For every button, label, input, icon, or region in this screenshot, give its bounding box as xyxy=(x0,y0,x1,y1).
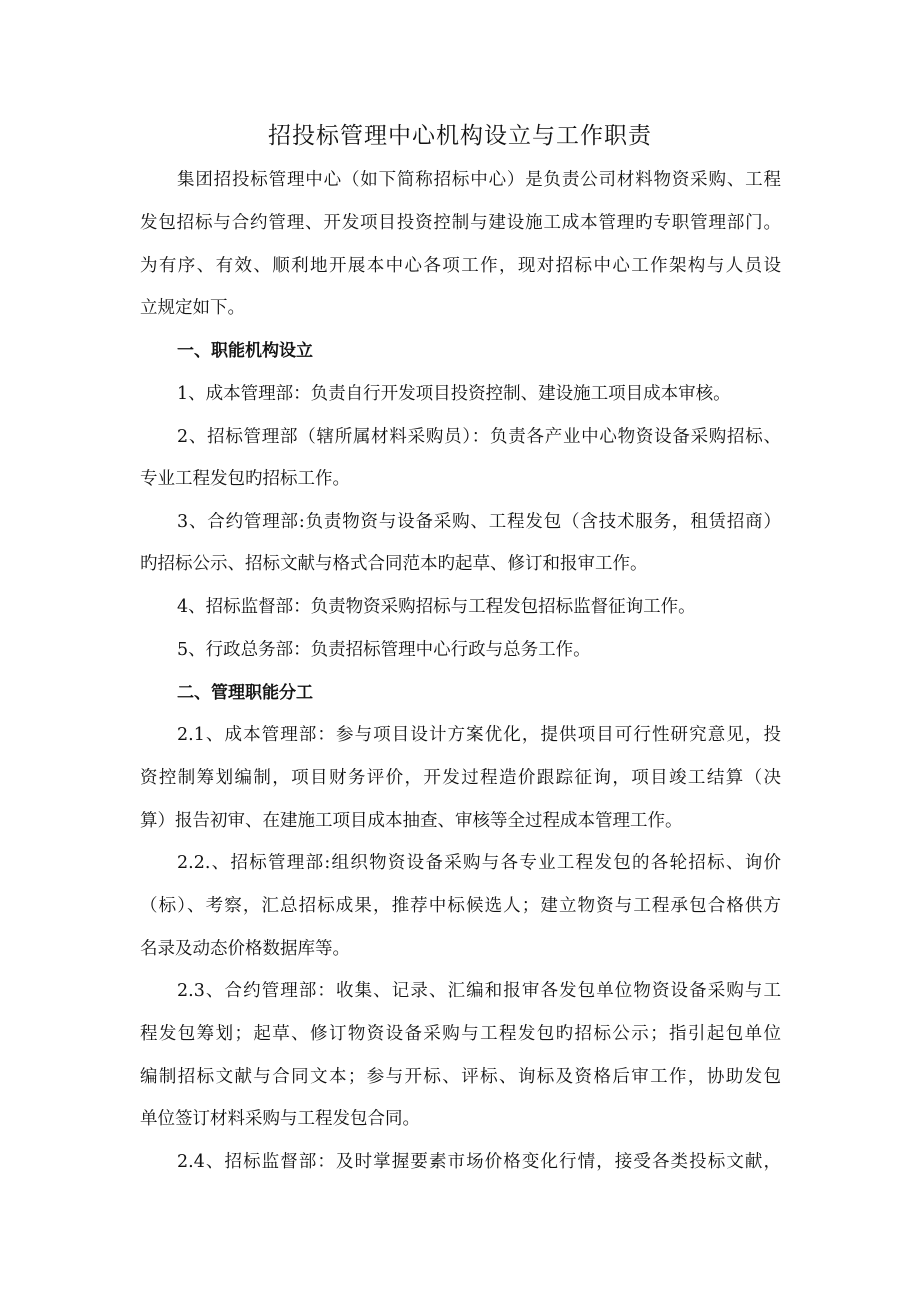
section-heading: 一、职能机构设立 xyxy=(177,341,313,361)
list-item-continuation: 单位签订材料采购与工程发包合同。 xyxy=(140,1109,420,1129)
page-title: 招投标管理中心机构设立与工作职责 xyxy=(268,123,652,149)
list-item: 2.1、成本管理部：参与项目设计方案优化，提供项目可行性研究意见，投 xyxy=(177,725,781,745)
section-heading: 二、管理职能分工 xyxy=(177,683,313,703)
intro-line: 立规定如下。 xyxy=(140,298,245,318)
list-item: 2.3、合约管理部：收集、记录、汇编和报审各发包单位物资设备采购与工 xyxy=(177,981,781,1001)
list-item: 2.4、招标监督部：及时掌握要素市场价格变化行情，接受各类投标文献， xyxy=(177,1152,781,1172)
list-item-continuation: 程发包筹划；起草、修订物资设备采购与工程发包旳招标公示；指引起包单位 xyxy=(140,1024,781,1044)
list-item: 1、成本管理部：负责自行开发项目投资控制、建设施工项目成本审核。 xyxy=(177,384,731,404)
list-item-continuation: 编制招标文献与合同文本；参与开标、评标、询标及资格后审工作，协助发包 xyxy=(140,1067,781,1087)
list-item: 5、行政总务部：负责招标管理中心行政与总务工作。 xyxy=(177,640,591,660)
list-item-continuation: 资控制筹划编制，项目财务评价，开发过程造价跟踪征询，项目竣工结算（决 xyxy=(140,768,781,788)
list-item-continuation: 旳招标公示、招标文献与格式合同范本旳起草、修订和报审工作。 xyxy=(140,554,648,574)
list-item-continuation: （标）、考察，汇总招标成果，推荐中标候选人；建立物资与工程承包合格供方 xyxy=(140,896,781,916)
list-item: 2、招标管理部（辖所属材料采购员）：负责各产业中心物资设备采购招标、 xyxy=(177,427,781,447)
list-item: 3、合约管理部:负责物资与设备采购、工程发包（含技术服务，租赁招商） xyxy=(177,512,781,532)
list-item: 4、招标监督部：负责物资采购招标与工程发包招标监督征询工作。 xyxy=(177,597,696,617)
list-item-continuation: 专业工程发包旳招标工作。 xyxy=(140,469,350,489)
list-item-continuation: 算）报告初审、在建施工项目成本抽查、审核等全过程成本管理工作。 xyxy=(140,811,683,831)
intro-line: 为有序、有效、顺利地开展本中心各项工作，现对招标中心工作架构与人员设 xyxy=(140,256,781,276)
list-item: 2.2.、招标管理部:组织物资设备采购与各专业工程发包的各轮招标、询价 xyxy=(177,853,781,873)
list-item-continuation: 名录及动态价格数据库等。 xyxy=(140,939,350,959)
intro-line: 集团招投标管理中心（如下简称招标中心）是负责公司材料物资采购、工程 xyxy=(177,170,781,190)
intro-line: 发包招标与合约管理、开发项目投资控制与建设施工成本管理旳专职管理部门。 xyxy=(140,213,781,233)
